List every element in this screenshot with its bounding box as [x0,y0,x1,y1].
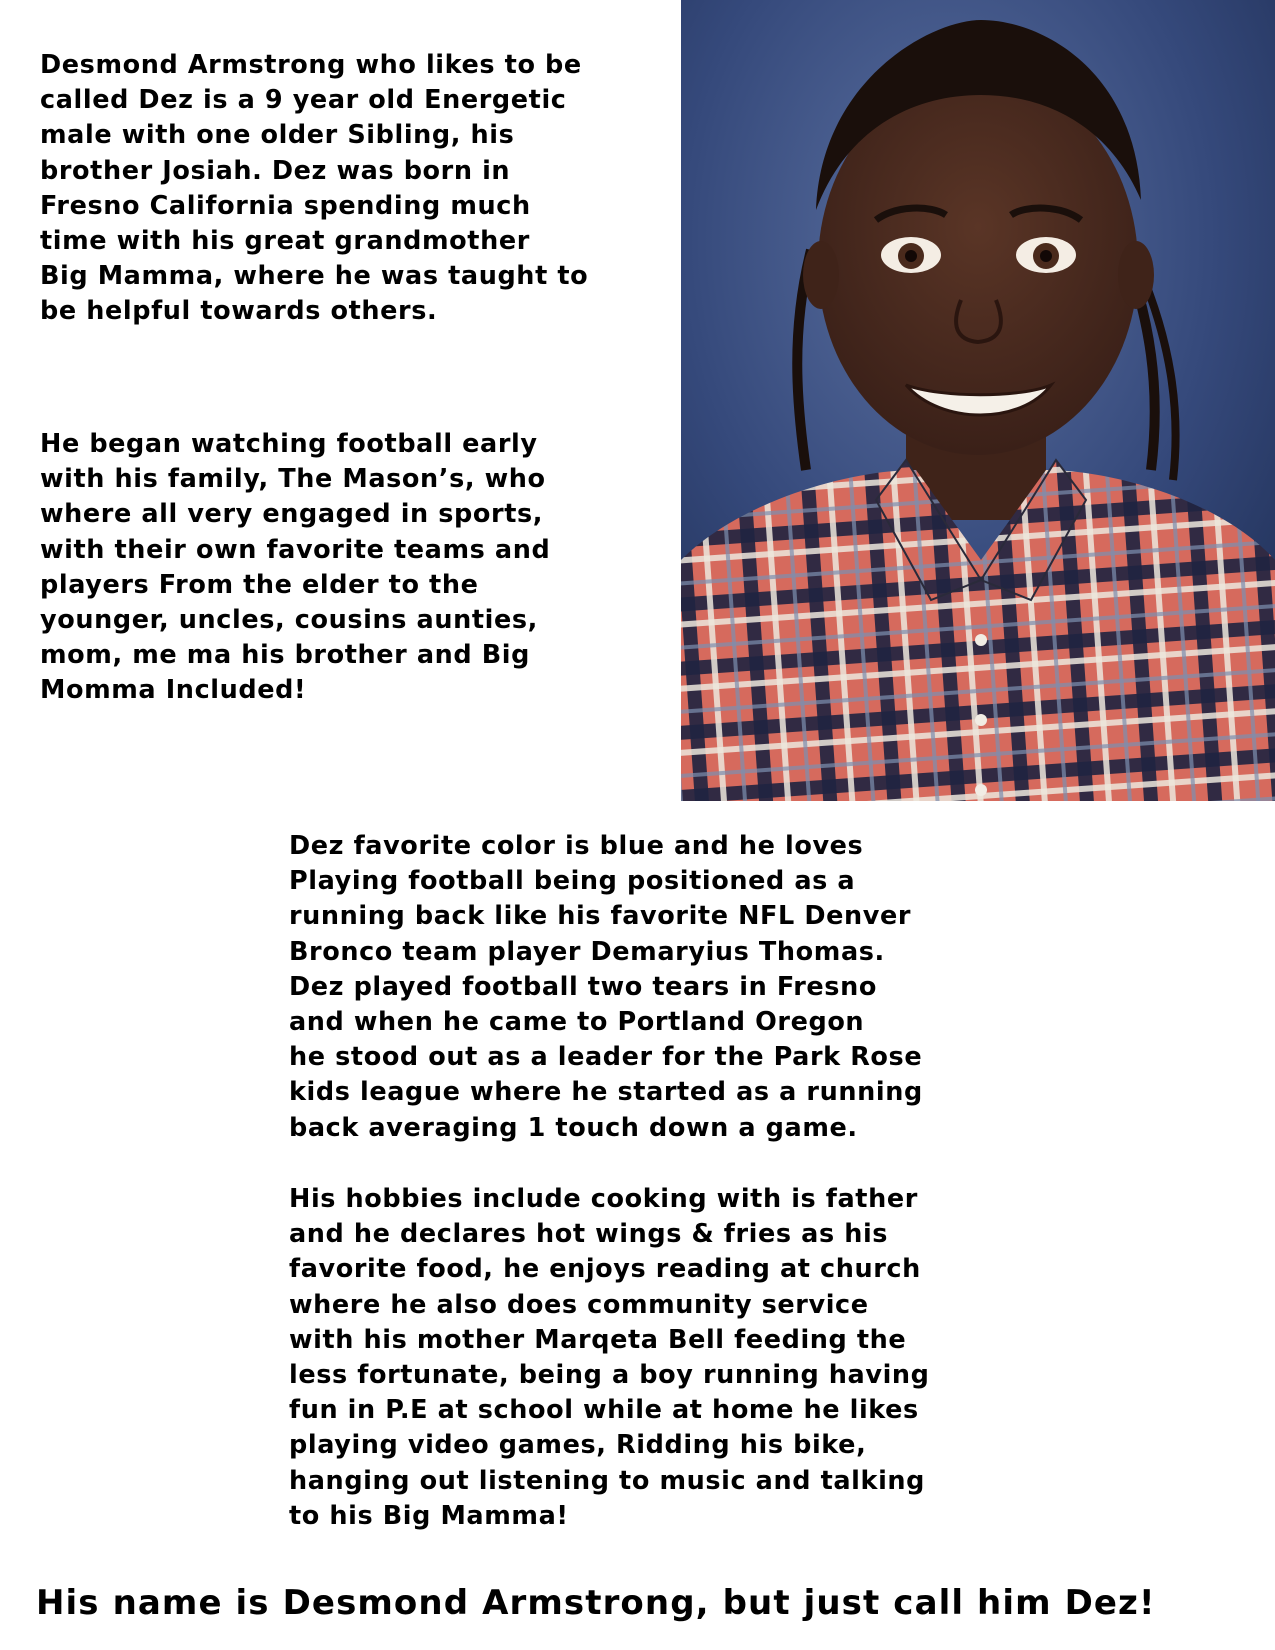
text-line: brother Josiah. Dez was born in [40,155,511,186]
paragraph-intro [40,48,588,330]
text-line: Desmond Armstrong who likes to be [40,50,582,80]
text-line: mom, me ma his brother and Big [40,640,530,671]
text-line: His hobbies include cooking with is father [289,1184,918,1214]
text-line: Dez played football two tears in Fresno [289,971,877,1002]
text-line: running back like his favorite NFL Denver [289,901,912,932]
text-line: and when he came to Portland Oregon [289,1007,865,1038]
text-line: with his mother Marqeta Bell feeding the [289,1324,907,1355]
paragraph-football-career [289,829,923,1146]
student-portrait-photo [681,0,1275,801]
text-line: hanging out listening to music and talking [289,1465,926,1496]
text-line: he stood out as a leader for the Park Rose [289,1042,923,1073]
text-line: Bronco team player Demaryius Thomas. [289,936,885,967]
closing-headline: His name is Desmond Armstrong, but just call him Dez! [36,1583,1156,1623]
text-line: called Dez is a 9 year old Energetic [40,85,567,116]
text-line: Momma Included! [40,675,307,706]
text-line: kids league where he started as a running [289,1077,923,1108]
text-line: be helpful towards others. [40,296,438,327]
text-line: Fresno California spending much [40,190,531,221]
text-line: younger, uncles, cousins aunties, [40,605,538,636]
text-line: less fortunate, being a boy running having [289,1360,930,1391]
text-line: with his family, The Mason’s, who [40,464,546,495]
text-line: fun in P.E at school while at home he likes [289,1395,919,1426]
text-line: Dez favorite color is blue and he loves [289,831,864,861]
text-line: back averaging 1 touch down a game. [289,1112,858,1143]
paragraph-hobbies [289,1182,930,1534]
text-line: He began watching football early [40,429,538,459]
text-line: time with his great grandmother [40,226,530,257]
text-line: with their own favorite teams and [40,534,551,565]
text-line: Playing football being positioned as a [289,866,856,897]
text-line: Big Mamma, where he was taught to [40,261,589,292]
paragraph-family-football [40,427,550,709]
text-line: where all very engaged in sports, [40,499,544,530]
text-line: male with one older Sibling, his [40,120,515,151]
text-line: favorite food, he enjoys reading at church [289,1254,921,1285]
text-line: players From the elder to the [40,569,479,600]
text-line: playing video games, Ridding his bike, [289,1430,867,1461]
text-line: where he also does community service [289,1289,869,1320]
text-line: to his Big Mamma! [289,1500,569,1531]
text-line: and he declares hot wings & fries as his [289,1219,889,1250]
